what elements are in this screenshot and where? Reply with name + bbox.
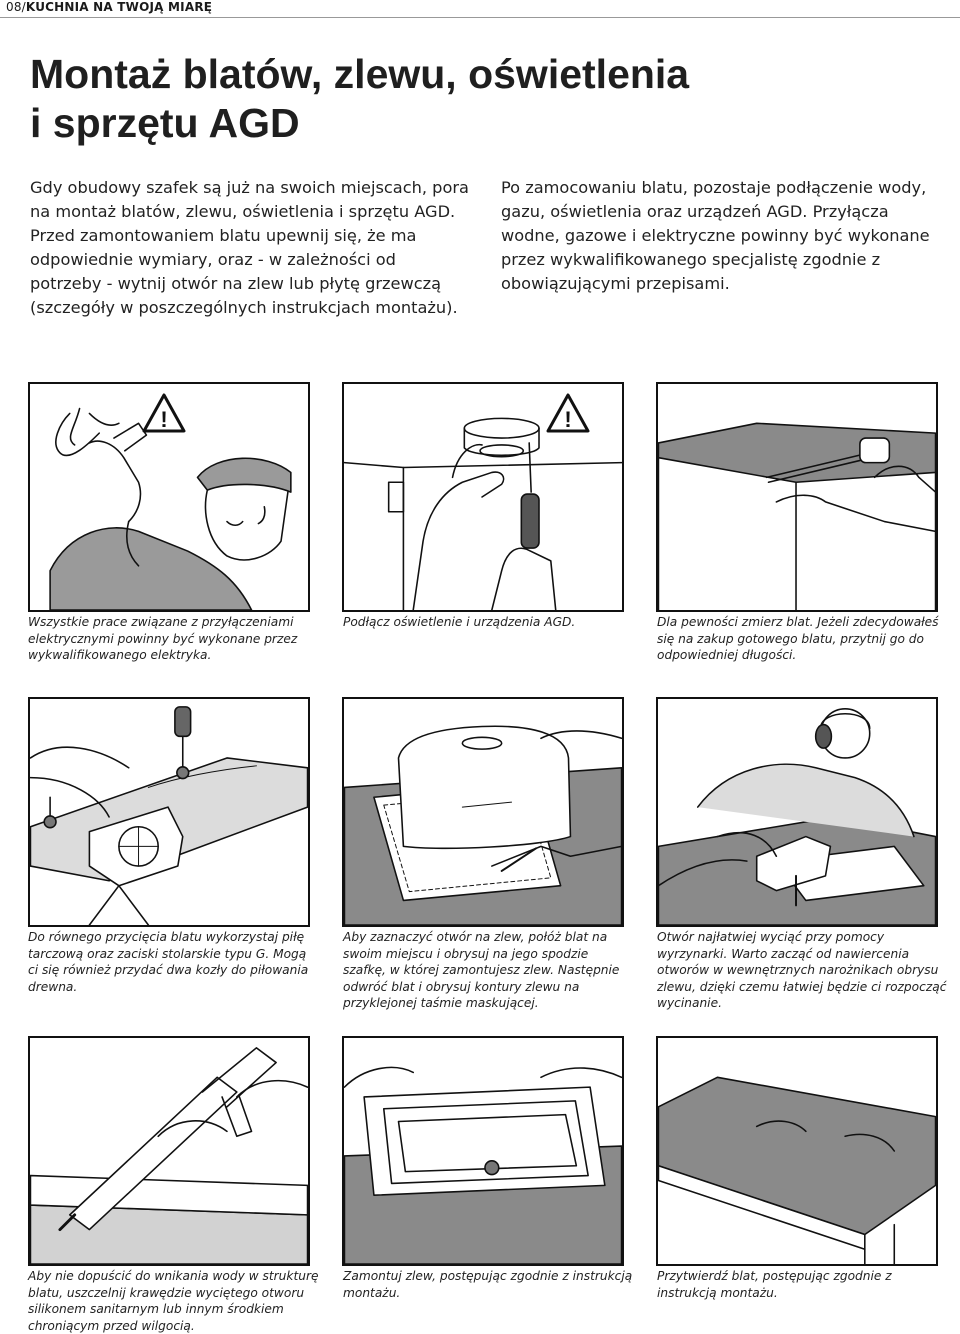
page-header: [6, 0, 212, 14]
page-title-line-2: i sprzętu AGD: [30, 100, 300, 146]
silicone-sealing-illustration: [30, 1038, 308, 1264]
step-3-illustration: [656, 382, 938, 612]
intro-text-right: Po zamocowaniu blatu, pozostaje podłączenie wody, gazu, oświetlenia oraz urządzeń AGD. Przyłącza wodne, gazowe i elektryczne powinny być wykonane przez wykwalifikowanego specjalistę zgodnie z obowiązującymi przepisami.: [501, 178, 930, 293]
sink-installation-illustration: [344, 1038, 622, 1264]
step-9-caption: Przytwierdź blat, postępując zgodnie z instrukcją montażu.: [657, 1269, 892, 1300]
warning-icon: [545, 392, 591, 438]
step-4-caption: Do równego przycięcia blatu wykorzystaj piłę tarczową oraz zaciski stolarskie typu G. Mogą ci się również przydać dwa kozły do piłowania drewna.: [28, 930, 309, 994]
section-title: KUCHNIA NA TWOJĄ MIARĘ: [25, 0, 213, 14]
worktop-fixing-illustration: [658, 1038, 936, 1264]
warning-icon: [141, 392, 187, 438]
page-number: 08/: [6, 0, 26, 14]
jigsaw-cutting-illustration: [658, 699, 936, 925]
step-9-illustration: [656, 1036, 938, 1266]
step-3-caption: Dla pewności zmierz blat. Jeżeli zdecydowałeś się na zakup gotowego blatu, przytnij go do odpowiedniej długości.: [657, 615, 939, 663]
step-7-illustration: [28, 1036, 310, 1266]
step-7-caption: Aby nie dopuścić do wnikania wody w strukturę blatu, uszczelnij krawędzie wyciętego otworu silikonem sanitarnym lub innym środkiem chroniącym przed wilgocią.: [28, 1269, 319, 1333]
header-divider: [0, 17, 960, 18]
step-4-illustration: [28, 697, 310, 927]
step-1-caption: Wszystkie prace związane z przyłączeniami elektrycznymi powinny być wykonane przez wykwalifikowanego elektryka.: [28, 615, 298, 663]
page-title-line-1: Montaż blatów, zlewu, oświetlenia: [30, 51, 690, 97]
svg-text:!: !: [564, 407, 572, 432]
sink-outline-marking-illustration: [344, 699, 622, 925]
step-6-illustration: [656, 697, 938, 927]
step-6-caption: Otwór najłatwiej wyciąć przy pomocy wyrzynarki. Warto zacząć od nawiercenia otworów w wewnętrznych narożnikach obrysu zlewu, dzięki czemu łatwiej będzie ci rozpocząć wycinanie.: [657, 930, 947, 1011]
step-8-illustration: [342, 1036, 624, 1266]
intro-text-left: Gdy obudowy szafek są już na swoich miejscach, pora na montaż blatów, zlewu, oświetlenia i sprzętu AGD. Przed zamontowaniem blatu upewnij się, że ma odpowiednie wymiary, oraz - w zależności od potrzeby - wytnij otwór na zlew lub płytę grzewczą (szczegóły w poszczególnych instrukcjach montażu).: [30, 178, 469, 317]
measuring-worktop-illustration: [658, 384, 936, 610]
step-2-caption: Podłącz oświetlenie i urządzenia AGD.: [343, 615, 576, 629]
step-8-caption: Zamontuj zlew, postępując zgodnie z instrukcją montażu.: [343, 1269, 633, 1300]
page-title: [30, 50, 910, 148]
step-5-illustration: [342, 697, 624, 927]
svg-text:!: !: [160, 407, 168, 432]
circular-saw-cutting-illustration: [30, 699, 308, 925]
step-5-caption: Aby zaznaczyć otwór na zlew, połóż blat na swoim miejscu i obrysuj na jego spodzie szafkę, w której zamontujesz zlew. Następnie odwróć blat i obrysuj kontury zlewu na przyklejonej taśmie maskującej.: [343, 930, 620, 1011]
